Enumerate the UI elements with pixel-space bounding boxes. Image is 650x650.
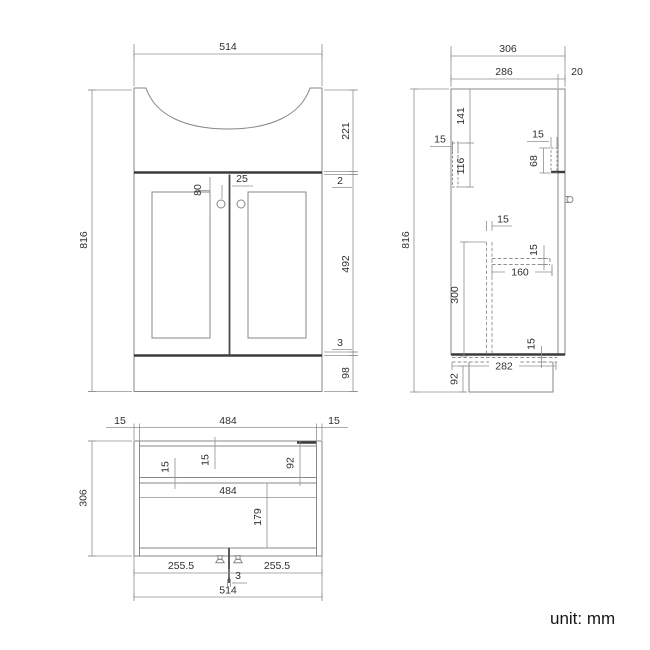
side-dim-hanger-len-label: 116 <box>455 157 467 175</box>
side-dim-hinge-thk-label: 15 <box>532 128 544 141</box>
plan-dim-wall-r-label: 15 <box>328 415 340 427</box>
side-dim-divider <box>449 214 512 357</box>
door-handle-left <box>217 200 225 208</box>
plan-view <box>78 415 349 601</box>
front-dim-handle-h-label: 25 <box>236 173 248 185</box>
door-handle-right <box>237 200 245 208</box>
front-cabinet-outline <box>134 88 322 392</box>
side-dim-height-label: 816 <box>400 231 412 249</box>
side-door-knob <box>565 197 573 203</box>
side-dim-shelf <box>492 244 552 278</box>
side-dim-shelf-len-label: 160 <box>511 266 529 279</box>
front-dim-topgap-label: 2 <box>337 175 343 187</box>
side-view <box>400 43 583 392</box>
side-dim-body-depth <box>451 66 583 88</box>
side-dim-bottom <box>449 338 557 392</box>
plan-dim-backgap <box>285 441 305 486</box>
plan-dim-doors <box>134 556 322 601</box>
plan-dim-backwall <box>200 437 220 469</box>
front-dim-door-label: 492 <box>340 255 352 273</box>
plan-dim-depth <box>78 441 133 556</box>
front-dim-handle <box>192 173 253 216</box>
side-dim-plinth-label: 92 <box>448 373 461 385</box>
plan-dim-inner-width-label: 484 <box>219 415 237 427</box>
front-dim-plinth-label: 98 <box>340 367 352 379</box>
front-dim-height-label: 816 <box>78 231 90 249</box>
front-dim-handle-v-label: 80 <box>192 184 204 196</box>
plan-dim-backwall-label: 15 <box>199 454 212 466</box>
plan-dim-depth-label: 306 <box>77 489 90 507</box>
plan-dim-door-l-label: 255.5 <box>167 560 195 572</box>
plan-dim-width-label: 514 <box>219 584 237 597</box>
side-dim-divider-thk-label: 15 <box>497 213 509 226</box>
plan-dim-backgap-label: 92 <box>284 457 297 469</box>
plan-dim-wall-l-label: 15 <box>114 415 126 427</box>
front-dim-right-stack <box>324 90 358 392</box>
front-dim-width-label: 514 <box>219 41 237 53</box>
side-dim-divider-len-label: 300 <box>449 286 461 304</box>
plan-door-knob-left <box>216 556 224 563</box>
side-dim-hanger-thk-label: 15 <box>434 133 446 146</box>
plan-dim-inner-width2 <box>140 485 317 502</box>
front-door-panel-left <box>152 192 210 338</box>
side-dim-bottom-thk-label: 15 <box>525 338 538 350</box>
side-dim-hanger-offset-label: 141 <box>455 107 467 125</box>
side-dim-height <box>400 89 466 392</box>
side-dim-bottom-len-label: 282 <box>495 360 513 373</box>
plan-dim-rail-thk-label: 15 <box>159 461 172 473</box>
plan-dim-rail <box>160 458 180 489</box>
side-hinge-plate-right <box>551 148 557 173</box>
side-dim-hinge <box>527 129 557 174</box>
front-view <box>78 41 358 392</box>
front-dim-botgap-label: 3 <box>337 337 343 349</box>
side-dim-depth <box>451 43 565 87</box>
side-dim-shelf-thk-label: 15 <box>528 244 540 256</box>
side-dim-door-thk-label: 20 <box>571 66 583 78</box>
plan-dim-door-gap-label: 3 <box>235 570 241 582</box>
plan-door-knob-right <box>234 556 242 563</box>
unit-note: unit: mm <box>550 609 616 628</box>
front-dim-basin-label: 221 <box>340 122 352 140</box>
plan-dim-front-depth-label: 179 <box>252 508 264 526</box>
front-dim-height <box>78 90 132 392</box>
side-dim-hinge-len-label: 68 <box>528 155 540 167</box>
side-dim-hanger <box>430 89 474 187</box>
side-dim-depth-label: 306 <box>499 43 517 55</box>
front-dim-width <box>134 41 322 86</box>
plan-dim-door-r-label: 255.5 <box>263 560 291 572</box>
plan-dim-front-depth <box>252 483 271 548</box>
front-door-panel-right <box>248 192 306 338</box>
plan-dim-inner-width2-label: 484 <box>219 485 237 497</box>
side-dim-body-depth-label: 286 <box>495 66 513 78</box>
